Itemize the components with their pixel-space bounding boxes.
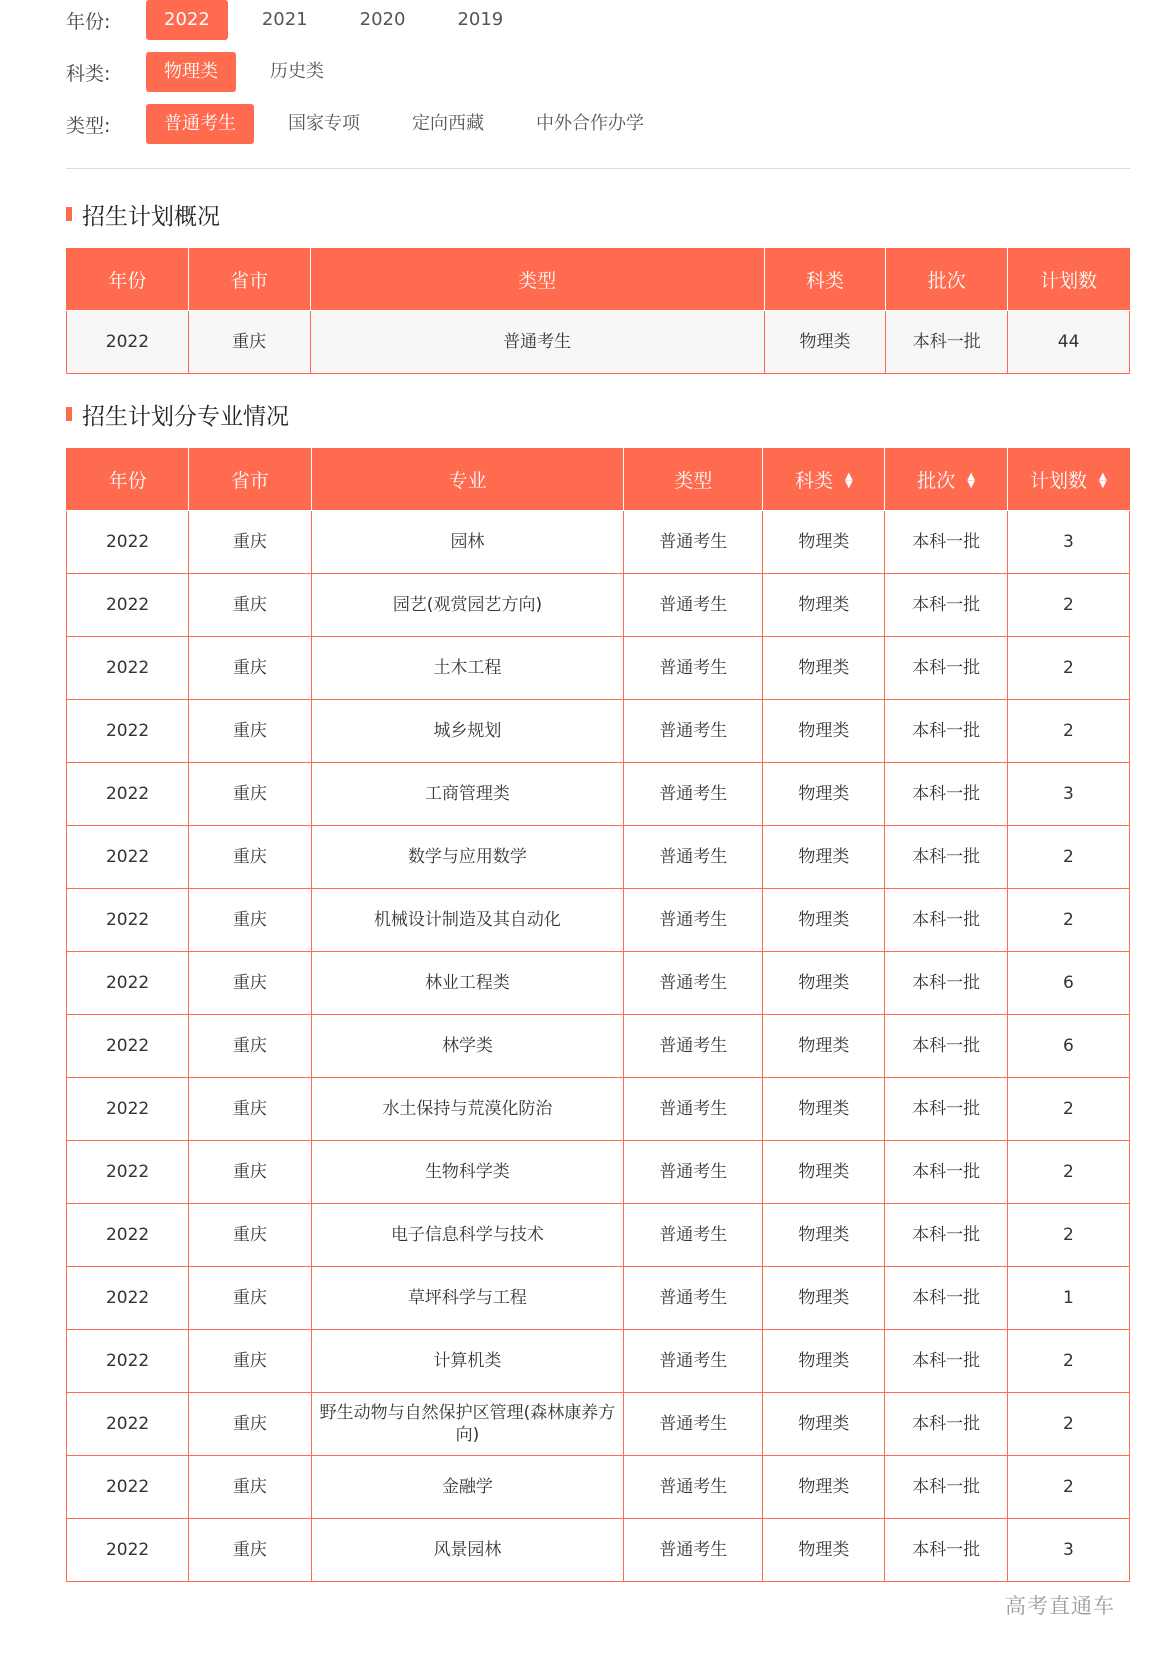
- header-major: 专业: [311, 448, 624, 511]
- cell-plan-count: 3: [1007, 511, 1129, 574]
- subject-filter-row: [66, 52, 358, 92]
- table-row: [67, 889, 1130, 952]
- table-row: [67, 700, 1130, 763]
- cell-year: 2022: [67, 311, 189, 374]
- cell-major: 园艺(观赏园艺方向): [311, 574, 624, 637]
- subject-option-history[interactable]: 历史类: [270, 61, 324, 82]
- watermark: 高考直通车: [1005, 1594, 1115, 1618]
- majors-header-row: [67, 448, 1130, 511]
- cell-type: 普通考生: [624, 1078, 763, 1141]
- cell-subject: 物理类: [763, 1204, 885, 1267]
- cell-year: 2022: [67, 511, 189, 574]
- table-row: [67, 1393, 1130, 1456]
- cell-plan-count: 2: [1007, 1393, 1129, 1456]
- cell-subject: 物理类: [763, 1456, 885, 1519]
- cell-major: 生物科学类: [311, 1141, 624, 1204]
- overview-title-text: 招生计划概况: [82, 203, 220, 230]
- cell-subject: 物理类: [763, 1015, 885, 1078]
- cell-subject: 物理类: [763, 637, 885, 700]
- cell-subject: 物理类: [763, 700, 885, 763]
- cell-plan-count: 2: [1007, 1078, 1129, 1141]
- subject-filter-label: 科类:: [66, 62, 111, 85]
- section-marker: [66, 407, 72, 421]
- cell-subject: 物理类: [763, 952, 885, 1015]
- table-row: [67, 952, 1130, 1015]
- cell-year: 2022: [67, 574, 189, 637]
- cell-year: 2022: [67, 1078, 189, 1141]
- cell-major: 风景园林: [311, 1519, 624, 1582]
- cell-subject: 物理类: [763, 1267, 885, 1330]
- cell-province: 重庆: [189, 574, 311, 637]
- cell-plan-count: 2: [1007, 700, 1129, 763]
- cell-subject: 物理类: [763, 1330, 885, 1393]
- cell-plan-count: 44: [1008, 311, 1130, 374]
- year-option-2019[interactable]: 2019: [457, 9, 504, 30]
- cell-province: 重庆: [189, 700, 311, 763]
- cell-province: 重庆: [189, 889, 311, 952]
- sort-icon[interactable]: ▲ ▼: [845, 471, 853, 490]
- cell-year: 2022: [67, 1015, 189, 1078]
- cell-batch: 本科一批: [885, 1015, 1007, 1078]
- cell-year: 2022: [67, 826, 189, 889]
- cell-province: 重庆: [189, 1078, 311, 1141]
- cell-province: 重庆: [189, 1456, 311, 1519]
- cell-major: 数学与应用数学: [311, 826, 624, 889]
- header-year: 年份: [67, 448, 189, 511]
- cell-province: 重庆: [189, 1330, 311, 1393]
- cell-batch: 本科一批: [885, 1456, 1007, 1519]
- cell-province: 重庆: [189, 1519, 311, 1582]
- overview-header-row: [67, 248, 1130, 311]
- cell-major: 机械设计制造及其自动化: [311, 889, 624, 952]
- cell-year: 2022: [67, 700, 189, 763]
- cell-province: 重庆: [189, 511, 311, 574]
- table-row: [67, 1267, 1130, 1330]
- cell-batch: 本科一批: [885, 1204, 1007, 1267]
- cell-province: 重庆: [189, 826, 311, 889]
- majors-table-body: [67, 511, 1130, 1582]
- year-filter-row: [66, 0, 537, 40]
- overview-section-title: [66, 198, 220, 230]
- cell-province: 重庆: [189, 1204, 311, 1267]
- type-filter-row: [66, 104, 678, 144]
- header-batch: 批次: [886, 248, 1008, 311]
- cell-type: 普通考生: [624, 826, 763, 889]
- table-row: [67, 1078, 1130, 1141]
- cell-batch: 本科一批: [885, 700, 1007, 763]
- table-row: [67, 637, 1130, 700]
- cell-subject: 物理类: [763, 1393, 885, 1456]
- table-row: [67, 1330, 1130, 1393]
- cell-type: 普通考生: [624, 637, 763, 700]
- header-type: 类型: [310, 248, 764, 311]
- cell-plan-count: 3: [1007, 763, 1129, 826]
- cell-type: 普通考生: [624, 763, 763, 826]
- cell-type: 普通考生: [624, 1456, 763, 1519]
- cell-batch: 本科一批: [885, 1141, 1007, 1204]
- cell-province: 重庆: [189, 637, 311, 700]
- table-row: [67, 1519, 1130, 1582]
- cell-type: 普通考生: [624, 1204, 763, 1267]
- header-year: 年份: [67, 248, 189, 311]
- cell-year: 2022: [67, 763, 189, 826]
- cell-subject: 物理类: [763, 826, 885, 889]
- table-row: [67, 1141, 1130, 1204]
- header-subject-sortable[interactable]: [763, 448, 885, 511]
- cell-major: 野生动物与自然保护区管理(森林康养方向): [311, 1393, 624, 1456]
- cell-province: 重庆: [188, 311, 310, 374]
- cell-type: 普通考生: [624, 1393, 763, 1456]
- sort-icon[interactable]: ▲ ▼: [967, 471, 975, 490]
- cell-province: 重庆: [189, 763, 311, 826]
- header-plan-count: 计划数: [1008, 248, 1130, 311]
- cell-major: 园林: [311, 511, 624, 574]
- sort-icon[interactable]: ▲ ▼: [1099, 471, 1107, 490]
- cell-subject: 物理类: [763, 574, 885, 637]
- header-plan-count-sortable[interactable]: [1007, 448, 1129, 511]
- cell-year: 2022: [67, 1204, 189, 1267]
- cell-year: 2022: [67, 1267, 189, 1330]
- subject-option-physics[interactable]: 物理类: [146, 52, 236, 92]
- header-type: 类型: [624, 448, 763, 511]
- cell-major: 工商管理类: [311, 763, 624, 826]
- cell-batch: 本科一批: [885, 1267, 1007, 1330]
- majors-section-title: [66, 398, 289, 430]
- cell-province: 重庆: [189, 1015, 311, 1078]
- year-option-2022[interactable]: 2022: [146, 0, 228, 40]
- cell-province: 重庆: [189, 952, 311, 1015]
- cell-plan-count: 6: [1007, 952, 1129, 1015]
- table-row: [67, 826, 1130, 889]
- cell-type: 普通考生: [624, 511, 763, 574]
- header-subject-label: 科类: [794, 469, 833, 492]
- cell-year: 2022: [67, 889, 189, 952]
- table-row: [67, 1204, 1130, 1267]
- table-row: [67, 311, 1130, 374]
- year-option-2021[interactable]: 2021: [261, 9, 308, 30]
- cell-subject: 物理类: [763, 889, 885, 952]
- cell-batch: 本科一批: [885, 889, 1007, 952]
- overview-table: [66, 248, 1130, 374]
- cell-plan-count: 2: [1007, 637, 1129, 700]
- year-option-2020[interactable]: 2020: [359, 9, 406, 30]
- table-row: [67, 763, 1130, 826]
- cell-year: 2022: [67, 1393, 189, 1456]
- cell-year: 2022: [67, 1456, 189, 1519]
- cell-batch: 本科一批: [885, 511, 1007, 574]
- header-plan-count-label: 计划数: [1030, 469, 1088, 492]
- header-batch-sortable[interactable]: [885, 448, 1007, 511]
- header-province: 省市: [189, 448, 311, 511]
- type-filter-label: 类型:: [66, 114, 111, 137]
- cell-province: 重庆: [189, 1141, 311, 1204]
- cell-plan-count: 2: [1007, 1330, 1129, 1393]
- cell-plan-count: 3: [1007, 1519, 1129, 1582]
- cell-type: 普通考生: [624, 700, 763, 763]
- cell-major: 林业工程类: [311, 952, 624, 1015]
- cell-major: 城乡规划: [311, 700, 624, 763]
- section-marker: [66, 207, 72, 221]
- cell-major: 土木工程: [311, 637, 624, 700]
- cell-year: 2022: [67, 952, 189, 1015]
- cell-batch: 本科一批: [886, 311, 1008, 374]
- cell-type: 普通考生: [624, 952, 763, 1015]
- table-row: [67, 574, 1130, 637]
- cell-type: 普通考生: [624, 574, 763, 637]
- cell-plan-count: 2: [1007, 826, 1129, 889]
- header-batch-label: 批次: [917, 469, 956, 492]
- cell-province: 重庆: [189, 1393, 311, 1456]
- cell-batch: 本科一批: [885, 763, 1007, 826]
- header-subject: 科类: [764, 248, 886, 311]
- cell-year: 2022: [67, 1141, 189, 1204]
- cell-plan-count: 2: [1007, 1204, 1129, 1267]
- cell-subject: 物理类: [763, 511, 885, 574]
- table-row: [67, 1456, 1130, 1519]
- cell-subject: 物理类: [763, 1519, 885, 1582]
- cell-plan-count: 2: [1007, 889, 1129, 952]
- cell-plan-count: 2: [1007, 1141, 1129, 1204]
- majors-table: [66, 448, 1130, 1582]
- cell-batch: 本科一批: [885, 1393, 1007, 1456]
- cell-year: 2022: [67, 1330, 189, 1393]
- cell-province: 重庆: [189, 1267, 311, 1330]
- cell-major: 电子信息科学与技术: [311, 1204, 624, 1267]
- cell-major: 计算机类: [311, 1330, 624, 1393]
- cell-type: 普通考生: [624, 1519, 763, 1582]
- table-row: [67, 511, 1130, 574]
- type-option-tibet[interactable]: 定向西藏: [412, 113, 484, 134]
- cell-type: 普通考生: [624, 1330, 763, 1393]
- cell-plan-count: 1: [1007, 1267, 1129, 1330]
- cell-subject: 物理类: [763, 1078, 885, 1141]
- cell-type: 普通考生: [624, 1141, 763, 1204]
- cell-batch: 本科一批: [885, 574, 1007, 637]
- cell-batch: 本科一批: [885, 826, 1007, 889]
- header-province: 省市: [188, 248, 310, 311]
- cell-batch: 本科一批: [885, 1519, 1007, 1582]
- cell-subject: 物理类: [763, 1141, 885, 1204]
- cell-type: 普通考生: [310, 311, 764, 374]
- type-option-regular[interactable]: 普通考生: [146, 104, 254, 144]
- cell-major: 林学类: [311, 1015, 624, 1078]
- cell-major: 金融学: [311, 1456, 624, 1519]
- cell-batch: 本科一批: [885, 1078, 1007, 1141]
- cell-type: 普通考生: [624, 889, 763, 952]
- cell-batch: 本科一批: [885, 637, 1007, 700]
- cell-major: 水土保持与荒漠化防治: [311, 1078, 624, 1141]
- cell-type: 普通考生: [624, 1015, 763, 1078]
- filter-divider: [66, 168, 1130, 169]
- cell-major: 草坪科学与工程: [311, 1267, 624, 1330]
- cell-plan-count: 6: [1007, 1015, 1129, 1078]
- cell-batch: 本科一批: [885, 1330, 1007, 1393]
- majors-title-text: 招生计划分专业情况: [82, 403, 289, 430]
- cell-plan-count: 2: [1007, 1456, 1129, 1519]
- type-option-national-special[interactable]: 国家专项: [288, 113, 360, 134]
- cell-type: 普通考生: [624, 1267, 763, 1330]
- cell-plan-count: 2: [1007, 574, 1129, 637]
- cell-year: 2022: [67, 637, 189, 700]
- table-row: [67, 1015, 1130, 1078]
- type-option-sino-foreign[interactable]: 中外合作办学: [536, 113, 644, 134]
- cell-subject: 物理类: [764, 311, 886, 374]
- year-filter-label: 年份:: [66, 10, 111, 33]
- cell-year: 2022: [67, 1519, 189, 1582]
- cell-subject: 物理类: [763, 763, 885, 826]
- cell-batch: 本科一批: [885, 952, 1007, 1015]
